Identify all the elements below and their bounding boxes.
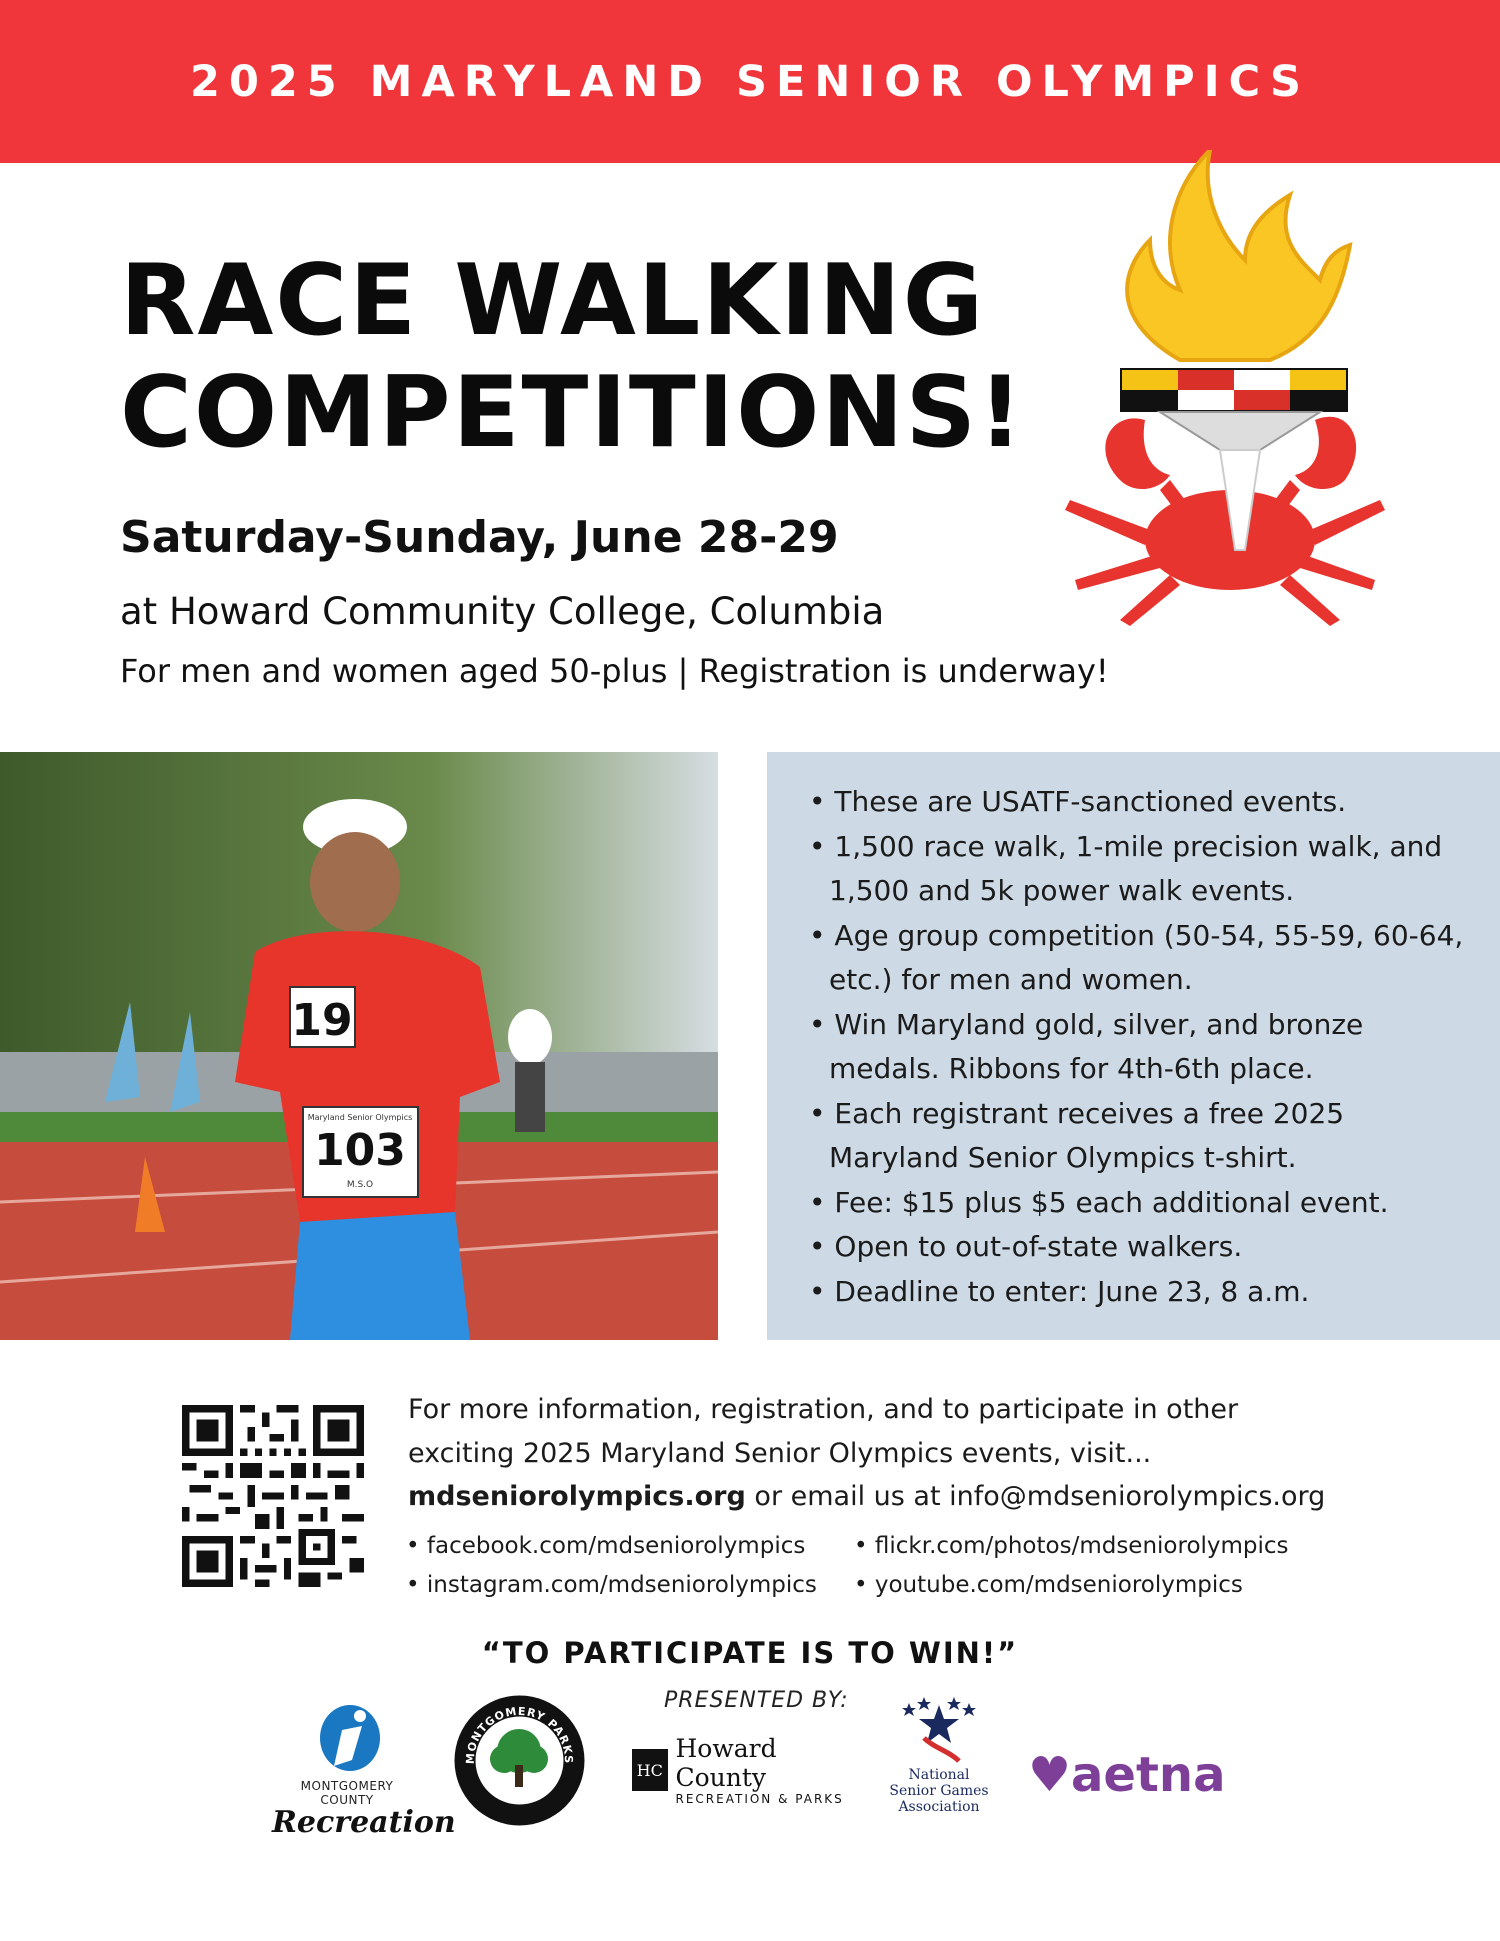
page-title	[120, 245, 1025, 469]
mont-parks-top-text: MONTGOMERY PARKS	[463, 1704, 576, 1765]
presented-by-label: PRESENTED BY:	[664, 1688, 849, 1713]
howard-sub: RECREATION & PARKS	[675, 1792, 844, 1806]
mc-rec-big-text: Recreation	[272, 1805, 456, 1840]
list-item: • Age group competition (50-54, 55-59, 60-64, etc.) for men and women.	[809, 914, 1470, 1003]
website-link[interactable]: mdseniorolympics.org	[408, 1481, 746, 1512]
contact-line	[408, 1475, 1468, 1519]
event-eligibility: For men and women aged 50-plus | Registration is underway!	[120, 652, 1109, 690]
shoulder-number: 19	[291, 995, 353, 1046]
instagram-link[interactable]: • instagram.com/mdseniorolympics	[406, 1572, 817, 1598]
stars-icon	[899, 1693, 979, 1763]
list-item: • Open to out-of-state walkers.	[809, 1225, 1470, 1270]
nsga-line-1: National	[908, 1767, 970, 1783]
bib-title: Maryland Senior Olympics	[307, 1113, 413, 1122]
howard-county-logo	[632, 1734, 862, 1806]
race-walker-photo	[0, 752, 718, 1340]
bib-footer: M.S.O	[346, 1180, 374, 1190]
event-details-list	[767, 752, 1500, 1314]
nsga-line-3: Association	[898, 1799, 980, 1815]
mont-parks-bottom-text: M-NCPPC	[495, 1786, 544, 1803]
headline-line-1: RACE WALKING	[120, 244, 986, 358]
running-figure-icon	[312, 1700, 382, 1775]
list-item: • 1,500 race walk, 1-mile precision walk, and 1,500 and 5k power walk events.	[809, 825, 1470, 914]
aetna-logo	[1028, 1745, 1226, 1805]
nsga-logo	[884, 1693, 994, 1828]
email-text[interactable]: or email us at info@mdseniorolympics.org	[745, 1481, 1326, 1512]
photo-illustration	[0, 752, 718, 1340]
nsga-line-2: Senior Games	[889, 1783, 989, 1799]
flame-icon	[1127, 150, 1350, 360]
event-dates: Saturday-Sunday, June 28-29	[120, 512, 839, 563]
list-item: • These are USATF-sanctioned events.	[809, 780, 1470, 825]
list-item: • Each registrant receives a free 2025 Maryland Senior Olympics t-shirt.	[809, 1092, 1470, 1181]
maryland-flag-cup	[1120, 368, 1348, 412]
banner-title: 2025 MARYLAND SENIOR OLYMPICS	[190, 56, 1310, 107]
more-info-text	[408, 1388, 1468, 1519]
heart-icon: ♥	[1028, 1747, 1072, 1803]
slogan: “TO PARTICIPATE IS TO WIN!”	[481, 1636, 1019, 1670]
flickr-link[interactable]: • flickr.com/photos/mdseniorolympics	[854, 1533, 1289, 1559]
event-details-panel	[767, 752, 1500, 1340]
list-item: • Win Maryland gold, silver, and bronze medals. Ribbons for 4th-6th place.	[809, 1003, 1470, 1092]
montgomery-parks-logo	[452, 1693, 587, 1828]
headline-line-2: COMPETITIONS!	[120, 356, 1025, 470]
event-venue: at Howard Community College, Columbia	[120, 590, 885, 633]
bib-number: 103	[314, 1125, 406, 1176]
aetna-text: aetna	[1071, 1747, 1226, 1803]
list-item: • Fee: $15 plus $5 each additional event.	[809, 1181, 1470, 1226]
social-links	[406, 1527, 1289, 1605]
torch-crab-logo	[1050, 150, 1390, 630]
hc-mark-icon	[632, 1749, 668, 1791]
mc-rec-small-text: MONTGOMERY COUNTY	[300, 1779, 394, 1807]
qr-code[interactable]	[182, 1405, 364, 1587]
more-info-intro: For more information, registration, and to participate in other exciting 2025 Maryland Senior Olympics events, visit...	[408, 1394, 1239, 1469]
howard-name: Howard County	[675, 1734, 777, 1792]
youtube-link[interactable]: • youtube.com/mdseniorolympics	[854, 1572, 1243, 1598]
facebook-link[interactable]: • facebook.com/mdseniorolympics	[406, 1533, 806, 1559]
montgomery-county-recreation-logo	[272, 1700, 456, 1840]
hc-mark-text: HC	[636, 1760, 663, 1780]
list-item: • Deadline to enter: June 23, 8 a.m.	[809, 1270, 1470, 1315]
top-banner	[0, 0, 1500, 163]
